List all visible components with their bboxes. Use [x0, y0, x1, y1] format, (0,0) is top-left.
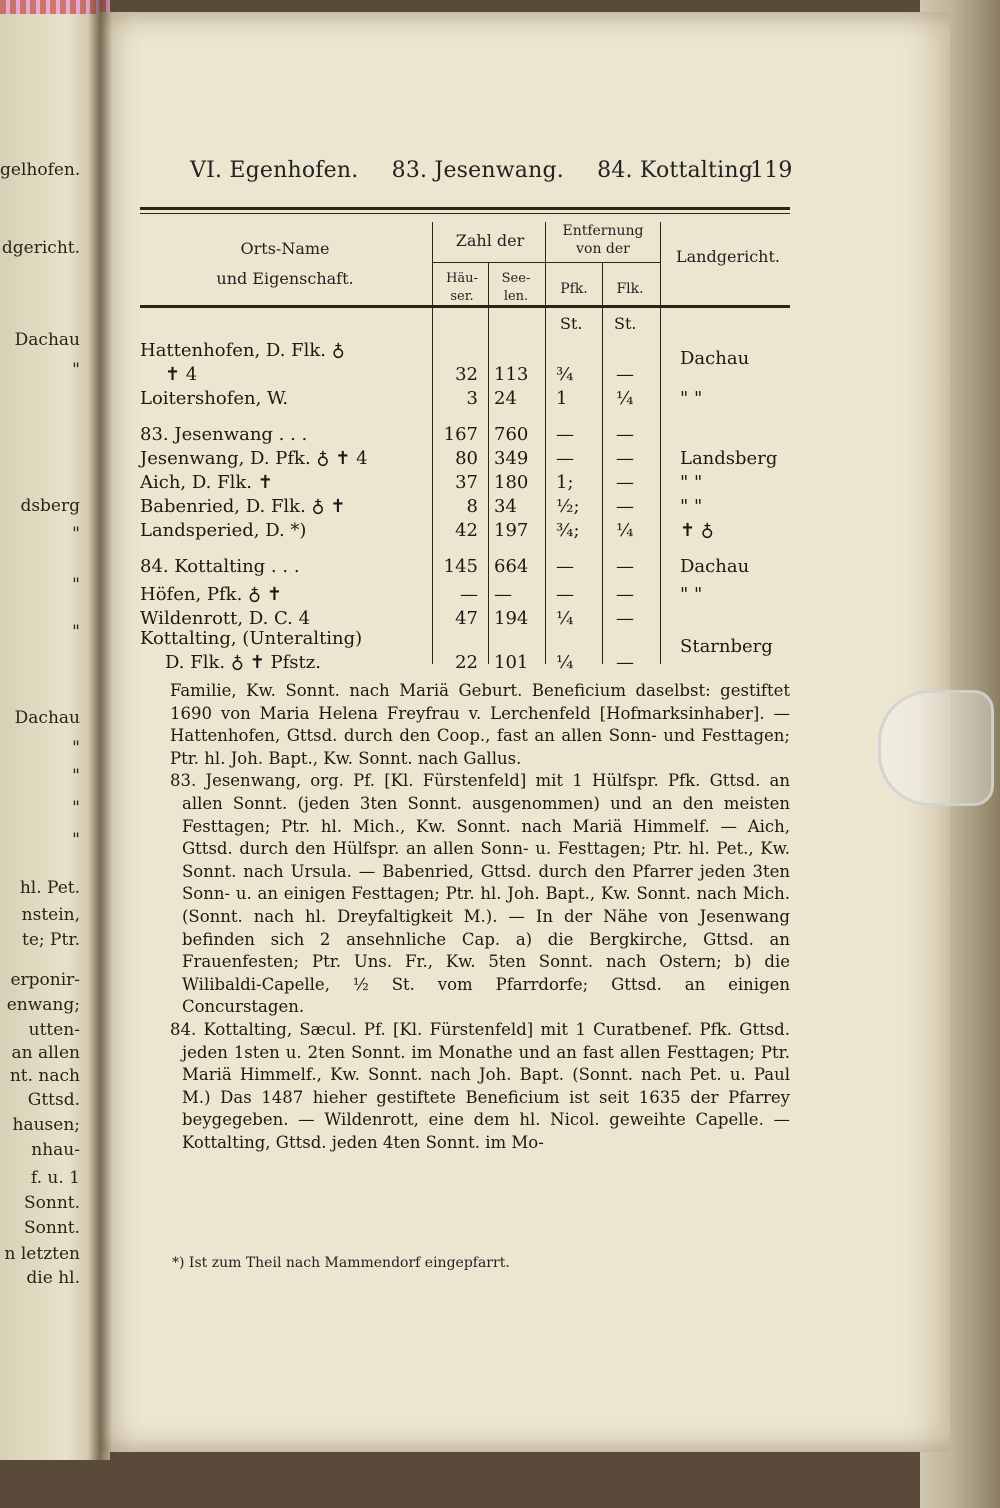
row-name: Kottalting, (Unteralting) — [140, 628, 363, 649]
row-name: Jesenwang, D. Pfk. ♁ ✝ 4 — [140, 448, 368, 469]
row-flk: — — [616, 448, 634, 469]
row-name: Wildenrott, D. C. 4 — [140, 608, 311, 629]
row-flk: ¼ — [616, 520, 634, 541]
row-pfk: — — [556, 556, 574, 577]
row-seelen: 180 — [494, 472, 529, 493]
header-left: VI. Egenhofen. — [190, 158, 359, 183]
facing-page-fragment: hausen; — [12, 1115, 80, 1135]
row-flk: — — [616, 584, 634, 605]
row-pfk: — — [556, 424, 574, 445]
header-middle: 83. Jesenwang. — [391, 158, 564, 183]
row-name-cont: D. Flk. ♁ ✝ Pfstz. — [165, 652, 321, 673]
row-flk: — — [616, 496, 634, 517]
facing-page-fragment: gelhofen. — [0, 160, 81, 180]
row-name: 84. Kottalting . . . — [140, 556, 300, 577]
row-seelen: 34 — [494, 496, 517, 517]
row-haeuser: 42 — [455, 520, 478, 541]
row-seelen: 664 — [494, 556, 529, 577]
facing-page-fragment: die hl. — [26, 1268, 80, 1288]
facing-page-fragment: " — [72, 524, 80, 544]
row-pfk: ¼ — [556, 652, 574, 673]
row-pfk: ½; — [556, 496, 580, 517]
row-name: Landsperied, D. *) — [140, 520, 307, 541]
facing-page-fragment: Dachau — [14, 330, 80, 350]
col-header-entfernung: Entfernung von der — [562, 223, 644, 257]
col-header-name: Orts-Name — [240, 239, 330, 258]
row-name: Hattenhofen, D. Flk. ♁ — [140, 340, 345, 361]
col-header-haeuser: Häu-ser. — [446, 271, 478, 304]
row-seelen: — — [494, 584, 512, 605]
row-pfk: ¾; — [556, 520, 580, 541]
row-name: 83. Jesenwang . . . — [140, 424, 308, 445]
row-haeuser: 8 — [466, 496, 478, 517]
paragraph-jesenwang: 83. Jesenwang, org. Pf. [Kl. Fürstenfeld] mit 1 Hülfspr. Pfk. Gttsd. an allen Sonnt. (jeden 3ten Sonnt. ausgenommen) und an den meisten Festtagen; Ptr. hl. Mich., Kw. Sonnt. nach Mariä Himmelf. — Aich, Gttsd. durch den Hülfspr. an allen Sonn- u. Festtagen; Ptr. hl. Pet., Kw. Sonnt. nach Ursula. — Babenried, Gttsd. durch den Pfarrer jeden 3ten Sonn- u. an einigen Festtagen; Ptr. hl. Joh. Bapt., Kw. Sonnt. nach Mich. (Sonnt. nach hl. Dreyfaltigkeit M.). — In der Nähe von Jesenwang befinden sich 2 ansehnliche Cap. a) die Bergkirche, Gttsd. an Frauenfesten; Ptr. Uns. Fr., Kw. 5ten Sonnt. nach Ostern; b) die Wilibaldi-Capelle, ½ St. vom Pfarrdorfe; Gttsd. an einigen Concurstagen. — [170, 771, 790, 1017]
header-right: 84. Kottalting — [597, 158, 753, 183]
facing-page-fragment: enwang; — [6, 995, 80, 1015]
facing-page-fragment: " — [72, 766, 80, 786]
facing-page-fragment: te; Ptr. — [22, 930, 80, 950]
col-header-flk: Flk. — [616, 281, 644, 297]
facing-page-fragment: " — [72, 830, 80, 850]
row-haeuser: 22 — [455, 652, 478, 673]
row-pfk: 1 — [556, 388, 568, 409]
vrule-2 — [488, 262, 489, 664]
row-landgericht: " " — [680, 584, 703, 605]
facing-page-fragment: hl. Pet. — [19, 878, 80, 898]
facing-page-fragment: " — [72, 798, 80, 818]
row-haeuser: 80 — [455, 448, 478, 469]
row-name-cont: ✝ 4 — [165, 364, 198, 385]
row-seelen: 113 — [494, 364, 529, 385]
facing-page-fragment: utten- — [28, 1020, 80, 1040]
row-pfk: ¼ — [556, 608, 574, 629]
facing-page-fragment: nt. nach — [9, 1066, 80, 1086]
facing-page-fragment: dgericht. — [1, 238, 80, 258]
running-header — [190, 158, 793, 183]
vrule-1 — [432, 222, 433, 664]
facing-page-fragment: " — [72, 738, 80, 758]
facing-page-fragment: Sonnt. — [23, 1218, 80, 1238]
page-clip — [878, 690, 994, 806]
row-flk: ¼ — [616, 388, 634, 409]
row-seelen: 349 — [494, 448, 529, 469]
table-top-rule — [140, 207, 790, 210]
row-landgericht: " " — [680, 472, 703, 493]
header-split-rule — [432, 262, 660, 263]
row-seelen: 197 — [494, 520, 529, 541]
facing-page-fragment: Dachau — [14, 708, 80, 728]
row-flk: — — [616, 472, 634, 493]
facing-page-fragment: n letzten — [4, 1244, 80, 1264]
row-haeuser: 3 — [466, 388, 478, 409]
row-haeuser: 37 — [455, 472, 478, 493]
row-pfk: — — [556, 584, 574, 605]
unit-st-pfk: St. — [560, 314, 583, 333]
row-flk: — — [616, 608, 634, 629]
paragraph-kottalting: 84. Kottalting, Sæcul. Pf. [Kl. Fürstenfeld] mit 1 Curatbenef. Pfk. Gttsd. jeden 1sten u. 2ten Sonnt. im Monathe und an fast allen Festtagen; Ptr. Mariä Himmelf., Kw. Sonnt. nach Joh. Bapt. (Sonnt. nach Pet. u. Paul M.) Das 1487 hieher gestiftete Beneficium ist seit 1635 der Pfarrey beygegeben. — Wildenrott, eine dem hl. Nicol. geweihte Capelle. — Kottalting, Gttsd. jeden 4ten Sonnt. im Mo- — [170, 1019, 790, 1152]
row-landgericht: Landsberg — [680, 448, 778, 469]
table-top-rule-2 — [140, 213, 790, 214]
facing-page-fragment: Sonnt. — [23, 1193, 80, 1213]
row-haeuser: — — [460, 584, 478, 605]
page-number: 119 — [750, 158, 793, 183]
footnote: *) Ist zum Theil nach Mammendorf eingepfarrt. — [172, 1255, 510, 1271]
row-landgericht: Dachau — [680, 556, 750, 577]
row-pfk: — — [556, 448, 574, 469]
facing-page-fragment: erponir- — [10, 970, 80, 990]
book-gutter — [88, 0, 112, 1460]
row-landgericht: " " — [680, 496, 703, 517]
row-seelen: 760 — [494, 424, 529, 445]
row-name: Loitershofen, W. — [140, 388, 289, 409]
col-header-pfk: Pfk. — [560, 281, 588, 297]
row-pfk: ¾ — [556, 364, 574, 385]
row-flk: — — [616, 556, 634, 577]
facing-page-fragment: nhau- — [31, 1140, 80, 1160]
col-header-seelen: See-len. — [501, 271, 531, 304]
facing-page-fragment: f. u. 1 — [30, 1168, 80, 1188]
facing-page-fragment: an allen — [11, 1043, 80, 1063]
paragraph-familie: Familie, Kw. Sonnt. nach Mariä Geburt. Beneficium daselbst: gestiftet 1690 von Maria Helena Freyfrau v. Lerchenfeld [Hofmarksinhaber]. — Hattenhofen, Gttsd. durch den Coop., fast an allen Sonn- und Festtagen; Ptr. hl. Joh. Bapt., Kw. Sonnt. nach Gallus. — [170, 681, 790, 768]
row-haeuser: 167 — [443, 424, 478, 445]
row-seelen: 101 — [494, 652, 529, 673]
vrule-5 — [660, 222, 661, 664]
row-seelen: 24 — [494, 388, 517, 409]
col-header-name-2: und Eigenschaft. — [216, 269, 354, 288]
row-haeuser: 47 — [455, 608, 478, 629]
vrule-4 — [602, 262, 603, 664]
unit-st-flk: St. — [614, 314, 637, 333]
row-landgericht: " " — [680, 388, 703, 409]
description-text — [170, 680, 790, 1154]
facing-page-fragment: " — [72, 360, 80, 380]
row-haeuser: 145 — [443, 556, 478, 577]
facing-page-fragment: nstein, — [21, 905, 80, 925]
vrule-3 — [545, 222, 546, 664]
facing-page-fragment: " — [72, 622, 80, 642]
row-haeuser: 32 — [455, 364, 478, 385]
row-seelen: 194 — [494, 608, 529, 629]
facing-page-fragment: " — [72, 575, 80, 595]
col-header-landgericht: Landgericht. — [676, 247, 780, 266]
row-name: Höfen, Pfk. ♁ ✝ — [140, 584, 282, 605]
row-name: Aich, D. Flk. ✝ — [140, 472, 273, 493]
row-landgericht: ✝ ♁ — [680, 520, 714, 541]
facing-page-fragment: dsberg — [20, 496, 80, 516]
row-flk: — — [616, 364, 634, 385]
row-pfk: 1; — [556, 472, 574, 493]
row-flk: — — [616, 424, 634, 445]
row-landgericht: Starnberg — [680, 636, 773, 657]
col-header-zahl: Zahl der — [455, 231, 525, 250]
row-landgericht: Dachau — [680, 348, 750, 369]
row-flk: — — [616, 652, 634, 673]
facing-page-fragment: Gttsd. — [27, 1090, 80, 1110]
row-name: Babenried, D. Flk. ♁ ✝ — [140, 496, 346, 517]
